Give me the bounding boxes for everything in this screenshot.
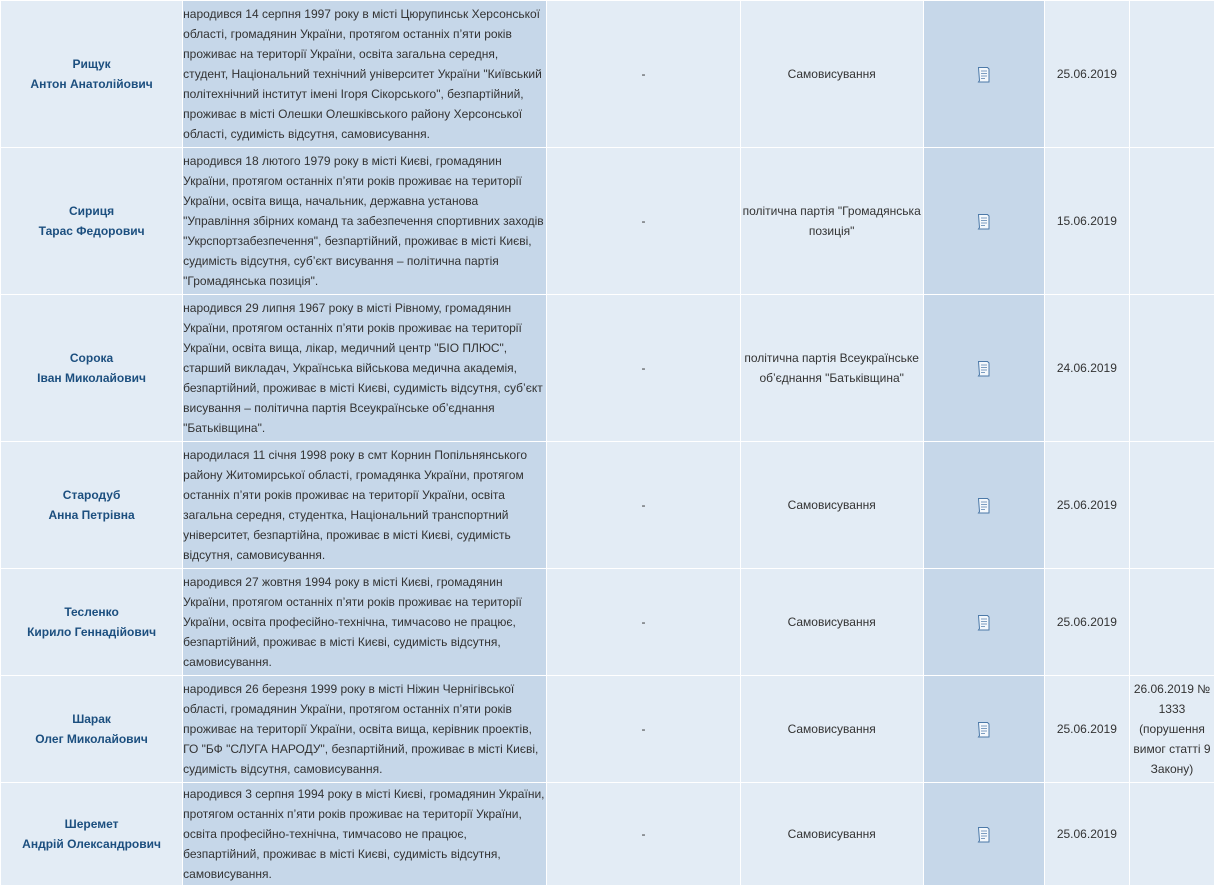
candidate-given-names: Андрій Олександрович	[22, 837, 161, 851]
candidate-document	[923, 783, 1044, 885]
candidate-bio	[183, 442, 547, 569]
candidate-date: 25.06.2019	[1044, 1, 1129, 148]
candidate-bio-text: народився 18 лютого 1979 року в місті Києві, громадянин України, протягом останніх п’яти років проживає на території України, освіта вища, начальник, державна установа "Управління збірних команд та забезпечення спортивних заходів "Укрспортзабезпечення", безпартійний, проживає в місті Києві, судимість відсутня, суб’єкт висування – політична партія "Громадянська позиція".	[183, 154, 544, 288]
candidate-surname: Сириця	[69, 204, 115, 218]
candidate-bio	[183, 148, 547, 295]
table-row	[1, 783, 1215, 885]
candidate-nomination: Самовисування	[740, 1, 923, 148]
candidate-date: 25.06.2019	[1044, 442, 1129, 569]
candidate-dash: -	[547, 676, 740, 783]
candidate-dash: -	[547, 295, 740, 442]
candidate-given-names: Тарас Федорович	[38, 224, 145, 238]
candidate-cancellation	[1129, 569, 1214, 676]
candidate-name	[1, 783, 183, 885]
candidate-surname: Стародуб	[62, 488, 121, 502]
candidate-bio	[183, 783, 547, 885]
candidate-date: 25.06.2019	[1044, 676, 1129, 783]
candidate-name	[1, 676, 183, 783]
candidate-cancellation	[1129, 783, 1214, 885]
candidate-dash: -	[547, 148, 740, 295]
candidate-bio	[183, 1, 547, 148]
candidate-dash: -	[547, 1, 740, 148]
candidate-given-names: Іван Миколайович	[37, 371, 146, 385]
candidate-nomination: Самовисування	[740, 783, 923, 885]
candidate-name	[1, 148, 183, 295]
candidate-given-names: Анна Петрівна	[48, 508, 135, 522]
candidate-name	[1, 442, 183, 569]
candidate-dash: -	[547, 442, 740, 569]
candidate-surname: Тесленко	[64, 605, 119, 619]
candidate-surname: Рищук	[72, 57, 111, 71]
candidate-dash: -	[547, 783, 740, 885]
candidate-name	[1, 569, 183, 676]
candidate-bio-text: народився 29 липня 1967 року в місті Рівному, громадянин України, протягом останніх п’яти років проживає на території України, освіта вища, лікар, медичний центр "БІО ПЛЮС", старший викладач, Українська військова медична академія, безпартійний, проживає в місті Києві, судимість відсутня, суб’єкт висування – політична партія Всеукраїнське об’єднання "Батьківщина".	[183, 301, 543, 435]
candidate-dash: -	[547, 569, 740, 676]
candidate-name	[1, 295, 183, 442]
document-icon[interactable]	[975, 721, 992, 738]
candidate-bio-text: народився 3 серпня 1994 року в місті Києві, громадянин України, протягом останніх п’яти років проживає на території України, освіта професійно-технічна, тимчасово не працює, безпартійний, проживає в місті Києві, судимість відсутня, самовисування.	[183, 787, 545, 881]
candidate-bio-text: народився 26 березня 1999 року в місті Ніжин Чернігівської області, громадянин України, протягом останніх п’яти років проживає на території України, освіта вища, керівник проектів, ГО "БФ "СЛУГА НАРОДУ", безпартійний, проживає в місті Києві, судимість відсутня, самовисування.	[183, 682, 539, 776]
candidate-document	[923, 569, 1044, 676]
candidate-document	[923, 676, 1044, 783]
candidate-given-names: Антон Анатолійович	[30, 77, 153, 91]
candidate-surname: Шарак	[72, 712, 111, 726]
candidate-bio	[183, 295, 547, 442]
candidate-document	[923, 1, 1044, 148]
candidate-cancellation	[1129, 295, 1214, 442]
candidate-date: 25.06.2019	[1044, 569, 1129, 676]
candidate-document	[923, 442, 1044, 569]
candidate-nomination: Самовисування	[740, 442, 923, 569]
table-row	[1, 676, 1215, 783]
candidate-bio	[183, 676, 547, 783]
document-icon[interactable]	[975, 213, 992, 230]
candidate-document	[923, 148, 1044, 295]
document-icon[interactable]	[975, 360, 992, 377]
candidate-bio-text: народився 27 жовтня 1994 року в місті Києві, громадянин України, протягом останніх п’яти років проживає на території України, освіта професійно-технічна, тимчасово не працює, безпартійний, проживає в місті Києві, судимість відсутня, самовисування.	[183, 575, 522, 669]
candidate-nomination: політична партія "Громадянська позиція"	[740, 148, 923, 295]
candidate-cancellation	[1129, 148, 1214, 295]
candidate-cancellation	[1129, 442, 1214, 569]
candidate-date: 25.06.2019	[1044, 783, 1129, 885]
candidate-cancellation: 26.06.2019 № 1333 (порушення вимог статті 9 Закону)	[1129, 676, 1214, 783]
candidate-name	[1, 1, 183, 148]
candidate-given-names: Олег Миколайович	[35, 732, 148, 746]
candidate-cancellation	[1129, 1, 1214, 148]
candidate-nomination: Самовисування	[740, 676, 923, 783]
candidate-bio	[183, 569, 547, 676]
candidate-nomination: політична партія Всеукраїнське об’єднання "Батьківщина"	[740, 295, 923, 442]
candidate-surname: Сорока	[69, 351, 114, 365]
table-row	[1, 442, 1215, 569]
document-icon[interactable]	[975, 826, 992, 843]
table-row	[1, 148, 1215, 295]
candidate-given-names: Кирило Геннадійович	[27, 625, 157, 639]
candidate-date: 15.06.2019	[1044, 148, 1129, 295]
candidate-date: 24.06.2019	[1044, 295, 1129, 442]
document-icon[interactable]	[975, 497, 992, 514]
document-icon[interactable]	[975, 614, 992, 631]
candidate-surname: Шеремет	[64, 817, 119, 831]
candidate-document	[923, 295, 1044, 442]
candidate-bio-text: народився 14 серпня 1997 року в місті Цюрупинськ Херсонської області, громадянин України, протягом останніх п’яти років проживає на території України, освіта загальна середня, студент, Національний технічний університет України "Київський політехнічний інститут імені Ігоря Сікорського", безпартійний, проживає в місті Олешки Олешківського району Херсонської області, судимість відсутня, самовисування.	[183, 7, 542, 141]
table-row	[1, 295, 1215, 442]
table-row	[1, 569, 1215, 676]
candidate-nomination: Самовисування	[740, 569, 923, 676]
document-icon[interactable]	[975, 66, 992, 83]
candidate-bio-text: народилася 11 січня 1998 року в смт Корнин Попільнянського району Житомирської області, громадянка України, протягом останніх п’яти років проживає на території України, освіта загальна середня, студентка, Національний транспортний університет, безпартійна, проживає в місті Києві, судимість відсутня, самовисування.	[183, 448, 527, 562]
table-row	[1, 1, 1215, 148]
